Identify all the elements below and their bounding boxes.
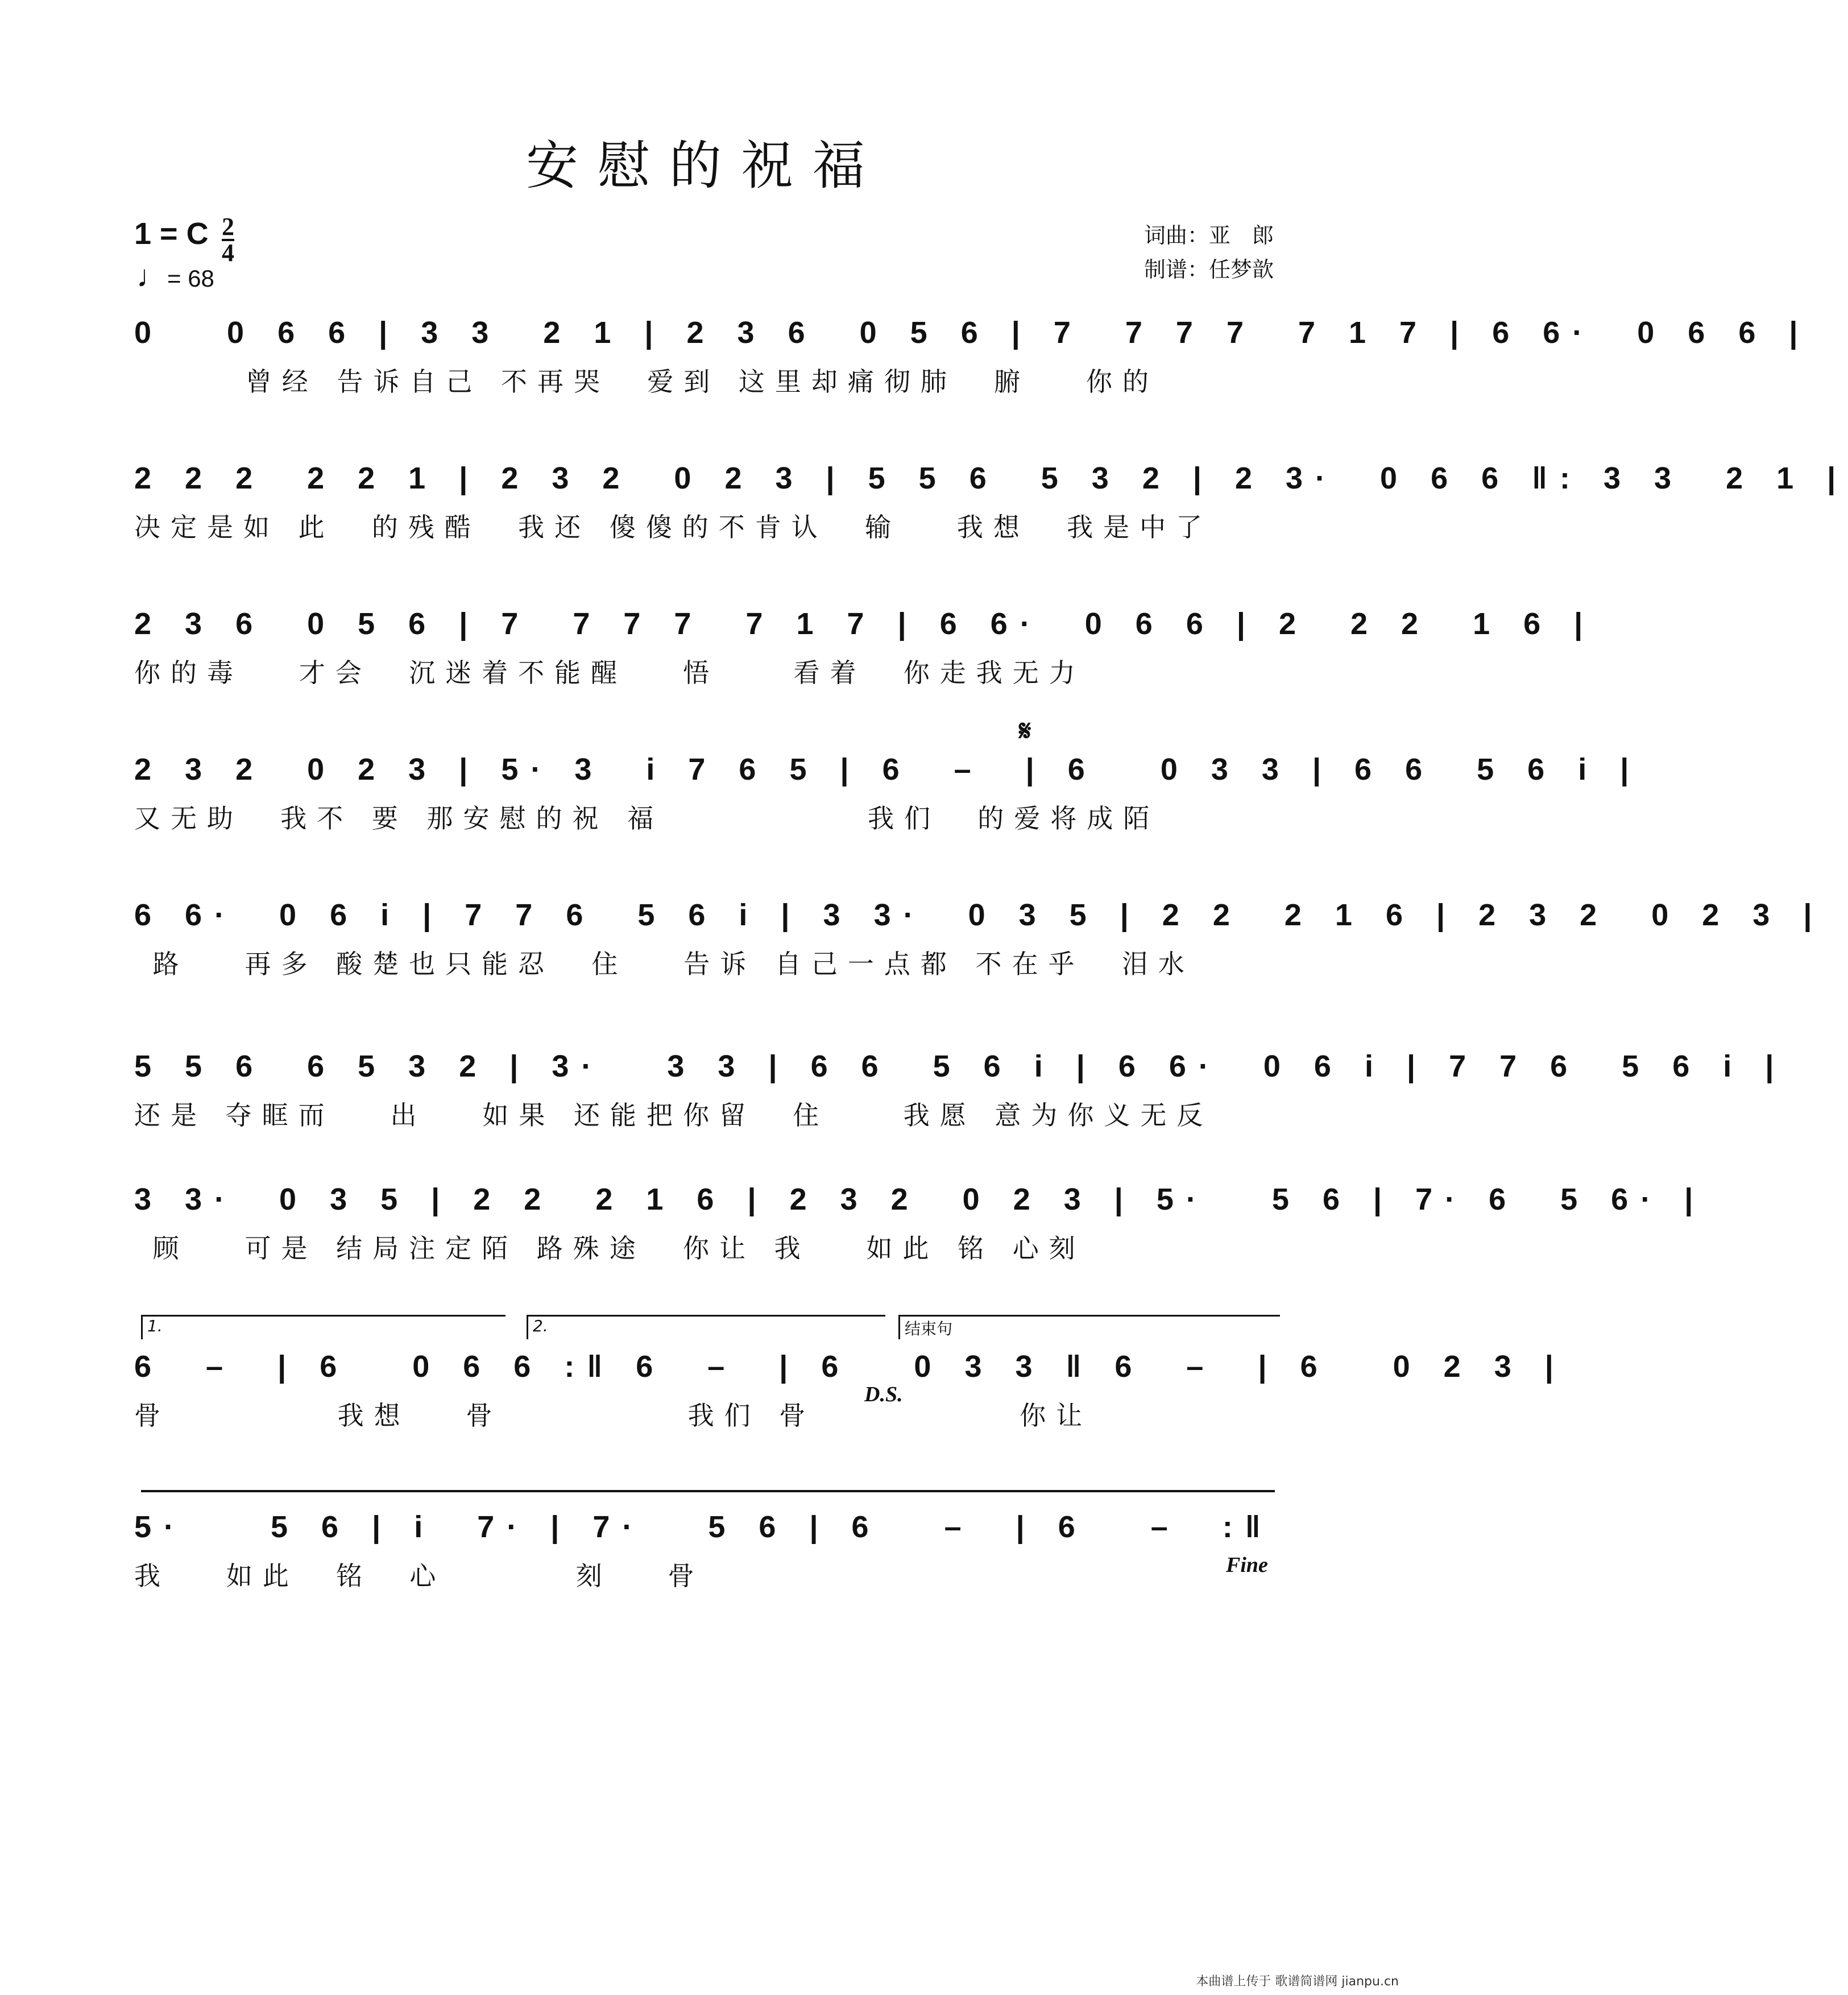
lyrics-line: 曾经 告诉自己 不再哭 爱到 这里却痛彻肺 腑 你的 (134, 366, 1159, 397)
notes-line: 2 2 2 2 2 1 | 2 3 2 0 2 3 | 5 5 6 5 3 2 | 2 3· 0 6 6 ‖: 3 3 2 1 | (134, 461, 1848, 495)
ds-mark: D.S. (864, 1383, 903, 1406)
notes-line: 2 3 6 0 5 6 | 7 7 7 7 7 1 7 | 6 6· 0 6 6 | 2 2 2 1 6 | (134, 607, 1596, 641)
lyrics-line: 我 如此 铭 心 刻 骨 (134, 1561, 705, 1591)
notes-line: 5· 5 6 | i 7· | 7· 5 6 | 6 – | 6 – :‖ (134, 1510, 1273, 1544)
notes-line: 6 – | 6 0 6 6 :‖ 6 – | 6 0 3 3 ‖ 6 – | 6 0 2 3 | (134, 1350, 1566, 1384)
volta-2: 2. (527, 1315, 885, 1339)
credits (1144, 218, 1274, 287)
volta-1: 1. (141, 1315, 505, 1339)
meter-bottom: 4 (222, 239, 234, 267)
notes-line: 0 0 6 6 | 3 3 2 1 | 2 3 6 0 5 6 | 7 7 7 7 7 1 7 | 6 6· 0 6 6 | (134, 316, 1810, 350)
fine-mark: Fine (1226, 1553, 1268, 1577)
notes-line: 6 6· 0 6 i | 7 7 6 5 6 i | 3 3· 0 3 5 | 2 2 2 1 6 | 2 3 2 0 2 3 | (134, 898, 1825, 932)
notes-line: 2 3 2 0 2 3 | 5· 3 i 7 6 5 | 6 – | 6 0 3 3 | 6 6 5 6 i | (134, 752, 1642, 787)
notes-line: 3 3· 0 3 5 | 2 2 2 1 6 | 2 3 2 0 2 3 | 5· 5 6 | 7· 6 5 6· | (134, 1182, 1706, 1216)
tempo-value: = 68 (167, 265, 214, 292)
time-signature (222, 215, 234, 265)
lyrics-line: 又无助 我不 要 那安慰的祝 福 我们 的爱将成陌 (134, 803, 1160, 834)
footer-watermark: 本曲谱上传于 歌谱简谱网 jianpu.cn (1196, 1975, 1399, 1989)
credit-lyrics-music: 词曲：亚 郎 (1143, 223, 1274, 248)
quarter-note-icon: ♩ (136, 259, 167, 293)
page-title: 安慰的祝福 (525, 135, 884, 196)
lyrics-line: 决定是如 此 的残酷 我还 傻傻的不肯认 输 我想 我是中了 (134, 512, 1213, 543)
notes-line: 5 5 6 6 5 3 2 | 3· 3 3 | 6 6 5 6 i | 6 6· 0 6 i | 7 7 6 5 6 i | (134, 1049, 1787, 1083)
segno-mark: 𝄋 (1019, 715, 1031, 747)
credit-transcriber: 制谱：任梦歆 (1143, 257, 1274, 282)
lyrics-line: 还是 夺眶而 出 如果 还能把你留 住 我愿 意为你义无反 (134, 1100, 1213, 1131)
coda-line (141, 1490, 1275, 1492)
coda-bracket: 结束句 (898, 1315, 1280, 1339)
lyrics-line: 你的毒 才会 沉迷着不能醒 悟 看着 你走我无力 (134, 657, 1085, 688)
lyrics-line: 骨 我想 骨 我们 骨 你让 (134, 1400, 1093, 1431)
key-signature: 1 = C (134, 217, 209, 251)
tempo-marking (136, 259, 214, 294)
meter-top: 2 (222, 213, 234, 241)
lyrics-line: 路 再多 酸楚也只能忍 住 告诉 自己一点都 不在乎 泪水 (134, 949, 1195, 979)
lyrics-line: 顾 可是 结局注定陌 路殊途 你让 我 如此 铭 心刻 (134, 1233, 1085, 1264)
